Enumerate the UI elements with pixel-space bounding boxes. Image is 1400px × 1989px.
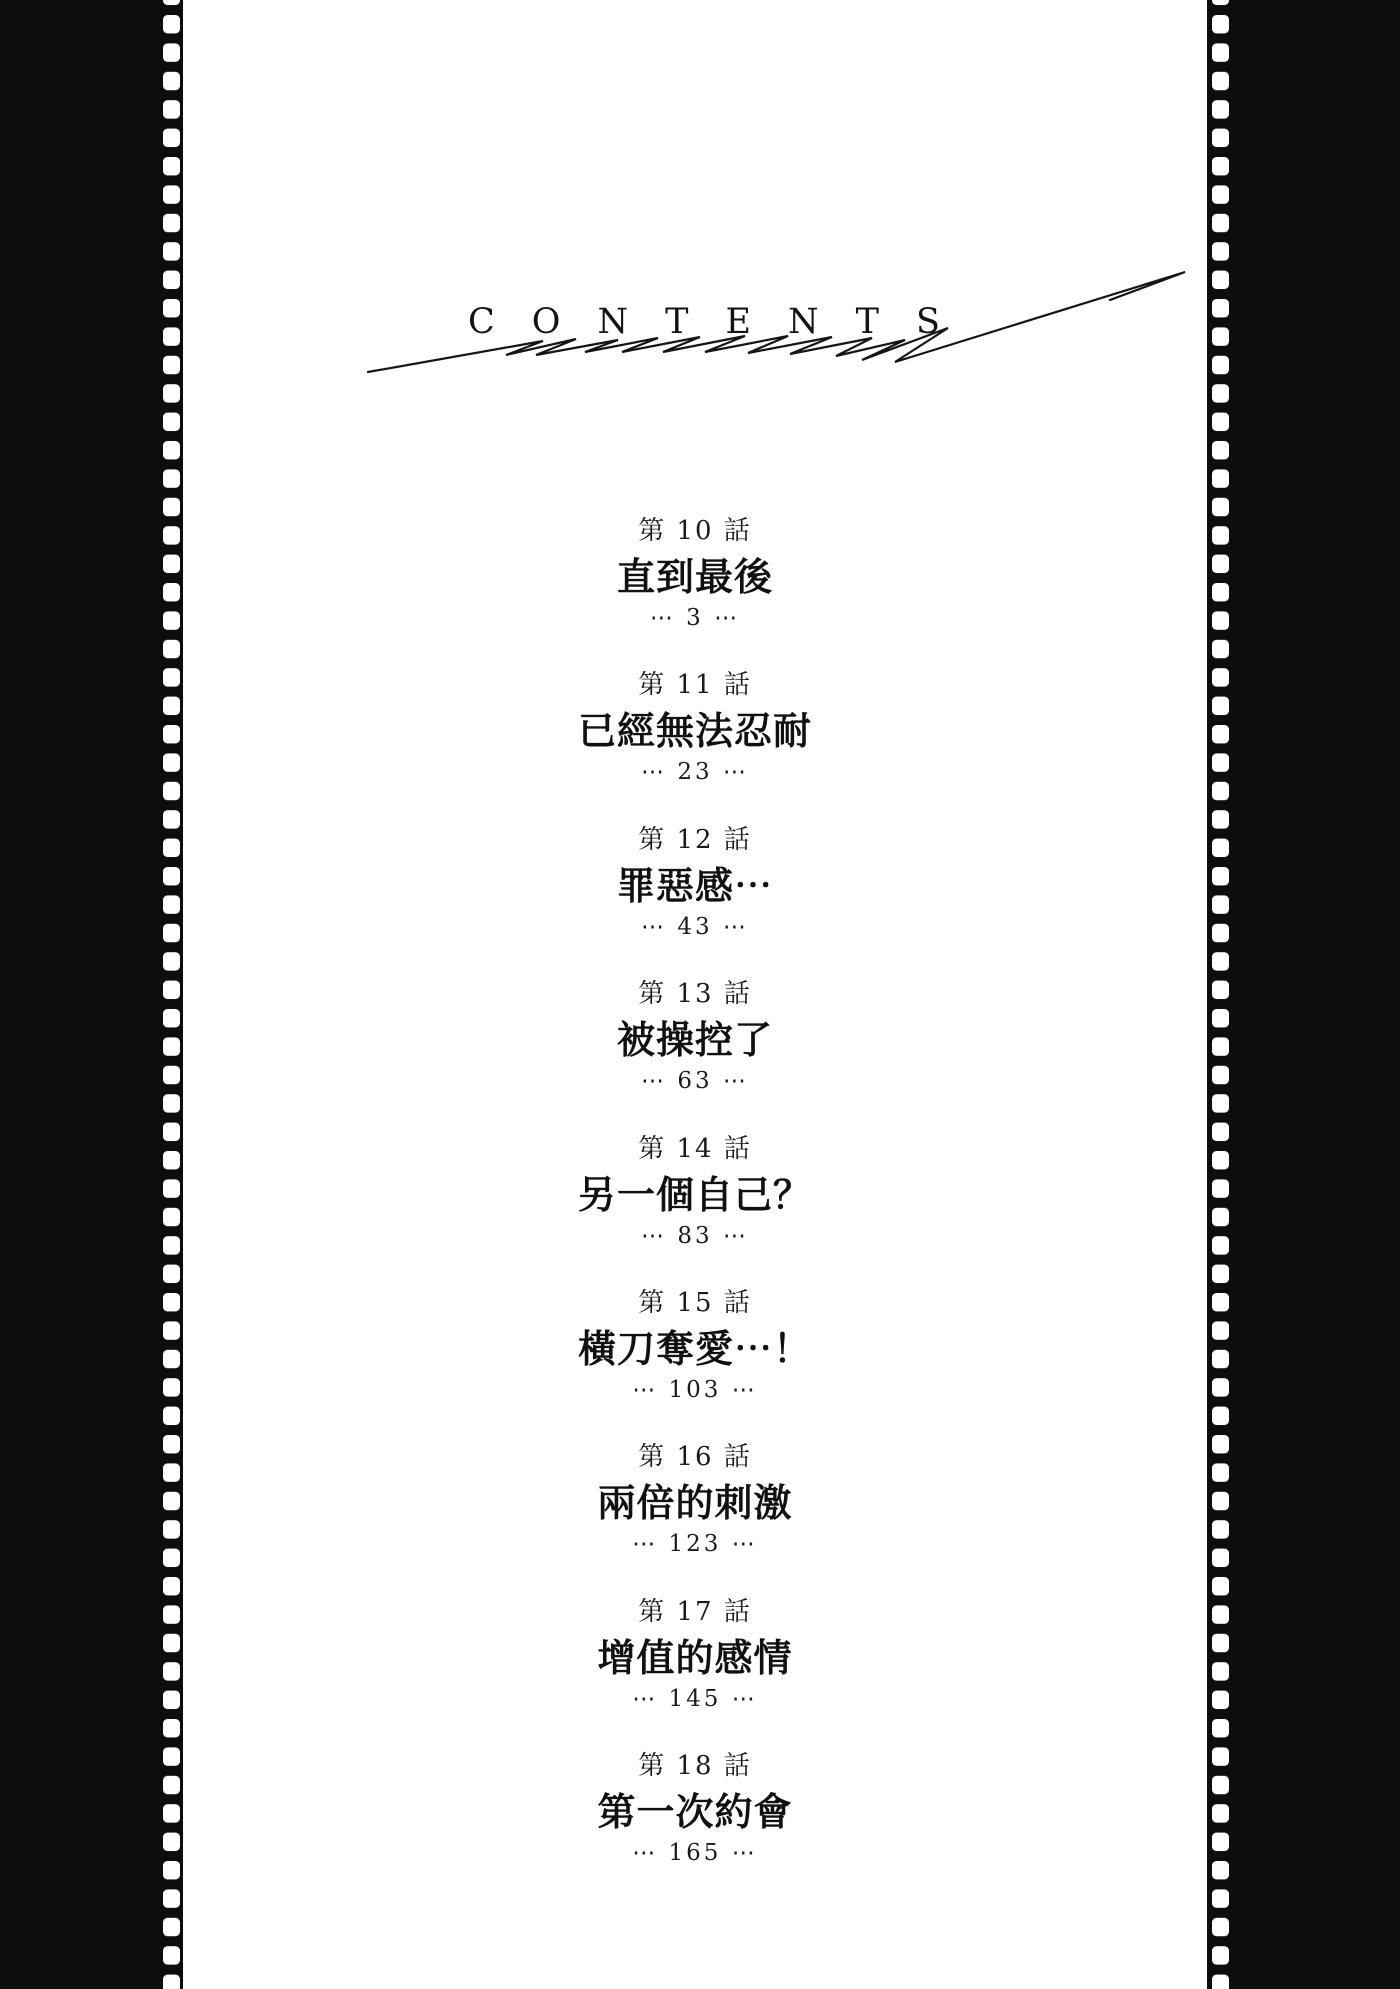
toc-entry-ch17	[183, 1592, 1207, 1746]
chapter-title: 已經無法忍耐	[577, 708, 812, 754]
chapter-page: ⋯ 145 ⋯	[632, 1685, 758, 1712]
chapter-title: 被操控了	[616, 1017, 773, 1063]
chapter-title: 增值的感情	[597, 1634, 793, 1680]
chapter-number: 第 13 話	[638, 979, 752, 1010]
toc-entry-ch10	[183, 511, 1207, 665]
toc-entry-ch11	[183, 665, 1207, 819]
chapter-number: 第 17 話	[638, 1596, 752, 1627]
chapter-number: 第 15 話	[638, 1287, 752, 1318]
film-sprocket-holes	[1212, 0, 1229, 1989]
chapter-title: 第一次約會	[597, 1789, 793, 1835]
chapter-title: 兩倍的刺激	[597, 1480, 793, 1526]
chapter-number: 第 14 話	[638, 1133, 752, 1164]
chapter-title: 另一個自己？	[577, 1171, 812, 1217]
chapter-list	[183, 511, 1207, 1901]
toc-entry-ch13	[183, 974, 1207, 1128]
chapter-page: ⋯ 63 ⋯	[641, 1068, 749, 1095]
toc-entry-ch12	[183, 820, 1207, 974]
toc-entry-ch15	[183, 1283, 1207, 1437]
toc-entry-ch16	[183, 1437, 1207, 1591]
chapter-page: ⋯ 23 ⋯	[641, 759, 749, 786]
chapter-number: 第 11 話	[638, 670, 752, 701]
toc-entry-ch18	[183, 1746, 1207, 1900]
film-sprocket-holes	[163, 0, 180, 1989]
chapter-title: 罪惡感⋯	[616, 862, 773, 908]
chapter-number: 第 10 話	[638, 516, 752, 546]
chapter-number: 第 12 話	[638, 824, 752, 855]
chapter-page: ⋯ 103 ⋯	[632, 1376, 758, 1403]
film-strip-right	[1207, 0, 1400, 1989]
chapter-page: ⋯ 123 ⋯	[632, 1531, 758, 1558]
page-title: CONTENTS	[468, 302, 977, 342]
chapter-number: 第 16 話	[638, 1442, 752, 1473]
chapter-title: 直到最後	[616, 554, 773, 599]
chapter-page: ⋯ 3 ⋯	[649, 605, 741, 631]
chapter-page: ⋯ 43 ⋯	[641, 913, 749, 940]
toc-entry-ch14	[183, 1129, 1207, 1283]
film-strip-left	[0, 0, 183, 1989]
chapter-page: ⋯ 165 ⋯	[632, 1840, 758, 1867]
chapter-page: ⋯ 83 ⋯	[641, 1222, 749, 1249]
chapter-number: 第 18 話	[638, 1751, 752, 1782]
chapter-title: 橫刀奪愛⋯！	[577, 1325, 812, 1371]
contents-underline-scribble	[183, 200, 1207, 400]
